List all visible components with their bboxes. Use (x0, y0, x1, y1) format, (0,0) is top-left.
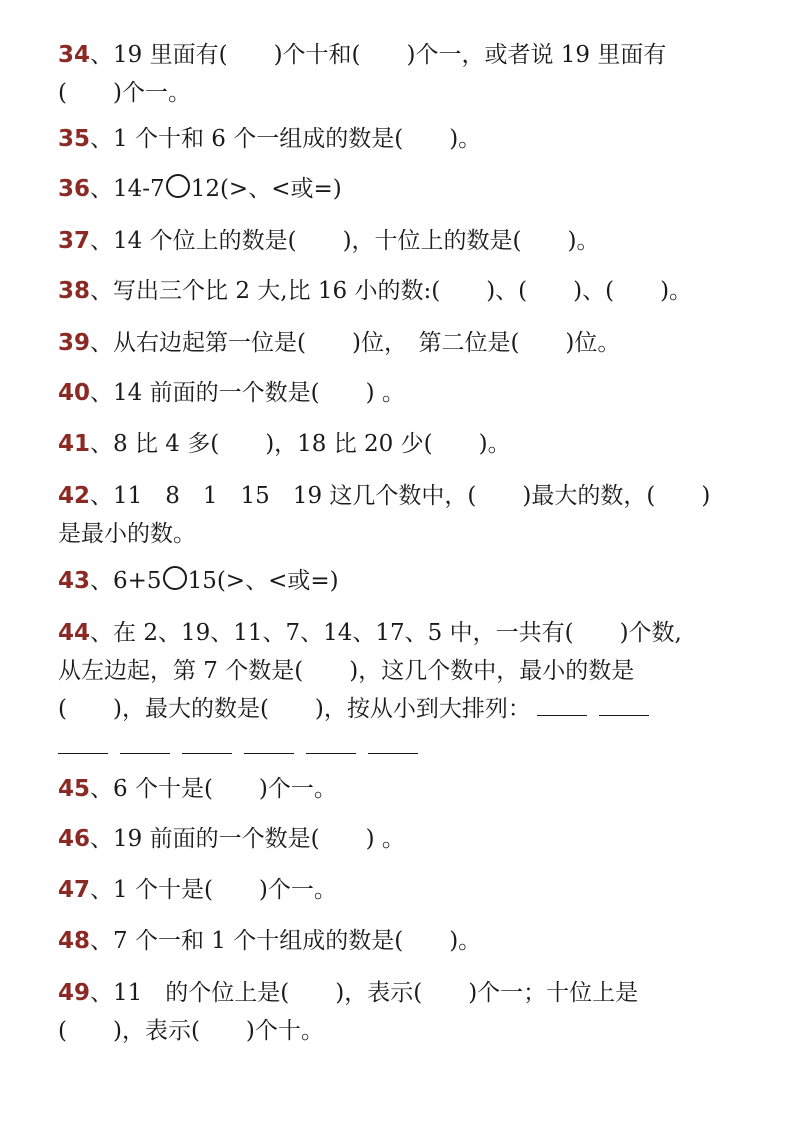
question-text: 、1 个十是( )个一。 (90, 877, 337, 903)
question-text: 、在 2、19、11、7、14、17、5 中，一共有( )个数, (90, 620, 682, 646)
question-text: 15(>、<或=) (187, 568, 339, 594)
question-38 (58, 272, 718, 310)
question-text: 、7 个一和 1 个十组成的数是( )。 (90, 928, 482, 954)
question-text: 、19 前面的一个数是( ) 。 (90, 826, 405, 852)
compare-circle-icon (163, 566, 187, 590)
question-number: 36 (58, 176, 91, 202)
question-text: ( )个一。 (58, 80, 191, 106)
question-48 (58, 922, 718, 960)
question-42 (58, 477, 718, 553)
question-number: 47 (58, 877, 91, 903)
answer-blank (182, 737, 232, 754)
question-text: 、6 个十是( )个一。 (90, 776, 337, 802)
question-text: 、6+5 (90, 568, 162, 594)
answer-blank (120, 737, 170, 754)
question-41 (58, 425, 718, 463)
question-text: 、14 个位上的数是( )，十位上的数是( )。 (90, 228, 600, 254)
question-number: 38 (58, 278, 91, 304)
question-number: 48 (58, 928, 91, 954)
compare-circle-icon (166, 174, 190, 198)
question-text: ( )，最大的数是( )，按从小到大排列： (58, 696, 531, 722)
question-text: 12(>、<或=) (190, 176, 342, 202)
question-number: 46 (58, 826, 91, 852)
question-49 (58, 974, 718, 1050)
question-text: ( )，表示( )个十。 (58, 1018, 324, 1044)
question-text: 、1 个十和 6 个一组成的数是( )。 (90, 126, 482, 152)
answer-blank (58, 737, 108, 754)
question-45 (58, 770, 718, 808)
question-text: 、写出三个比 2 大,比 16 小的数:( )、( )、( )。 (90, 278, 693, 304)
answer-blank (244, 737, 294, 754)
question-35 (58, 120, 718, 158)
answer-blank (599, 699, 649, 716)
question-number: 35 (58, 126, 91, 152)
question-number: 44 (58, 620, 91, 646)
question-36 (58, 170, 718, 208)
question-number: 42 (58, 483, 91, 509)
question-text: 、11 8 1 15 19 这几个数中，( )最大的数，( ) (90, 483, 711, 509)
answer-blank (306, 737, 356, 754)
answer-blank (537, 699, 587, 716)
question-number: 40 (58, 380, 91, 406)
question-40 (58, 374, 718, 412)
question-text: 、从右边起第一位是( )位， 第二位是( )位。 (90, 330, 621, 356)
question-39 (58, 324, 718, 362)
question-number: 45 (58, 776, 91, 802)
question-text: 、14-7 (90, 176, 165, 202)
question-number: 41 (58, 431, 91, 457)
question-number: 39 (58, 330, 91, 356)
question-number: 43 (58, 568, 91, 594)
question-text: 、8 比 4 多( )，18 比 20 少( )。 (90, 431, 511, 457)
question-37 (58, 222, 718, 260)
question-44 (58, 614, 718, 766)
question-text: 是最小的数。 (58, 521, 196, 547)
question-number: 37 (58, 228, 91, 254)
question-text: 、19 里面有( )个十和( )个一，或者说 19 里面有 (90, 42, 667, 68)
question-text: 从左边起，第 7 个数是( )，这几个数中，最小的数是 (58, 658, 635, 684)
question-text: 、11 的个位上是( )，表示( )个一；十位上是 (90, 980, 639, 1006)
answer-blank (368, 737, 418, 754)
question-text: 、14 前面的一个数是( ) 。 (90, 380, 405, 406)
question-number: 34 (58, 42, 91, 68)
question-43 (58, 562, 718, 600)
question-46 (58, 820, 718, 858)
question-47 (58, 871, 718, 909)
question-34 (58, 36, 718, 112)
question-number: 49 (58, 980, 91, 1006)
